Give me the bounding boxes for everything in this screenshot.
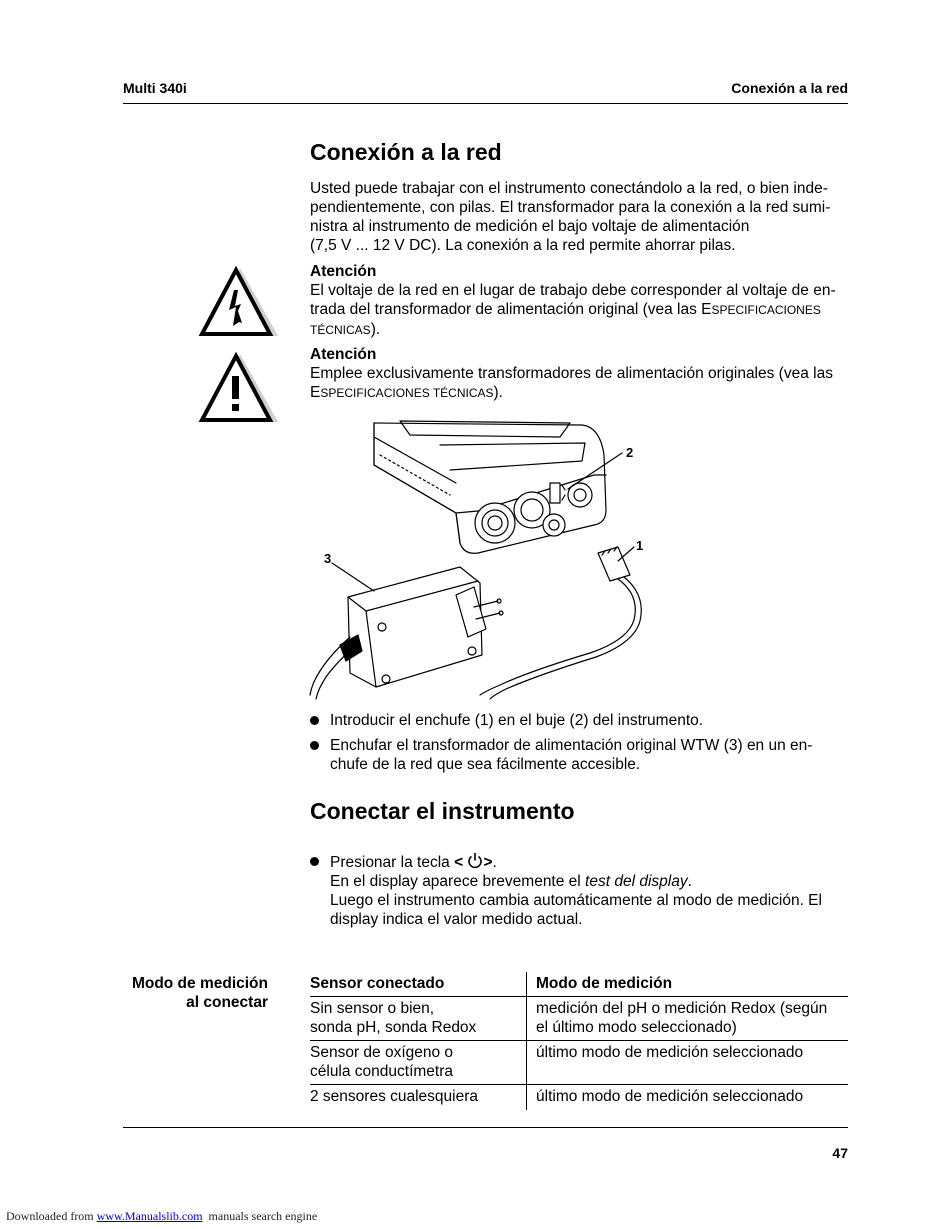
bullet-dot — [310, 857, 319, 866]
warning-title: Atención — [310, 263, 377, 280]
intro-line: (7,5 V ... 12 V DC). La conexión a la red permite ahorrar pilas. — [310, 237, 736, 254]
bullet-insert-plug: Introducir el enchufe (1) en el buje (2) del instrumento. — [330, 712, 704, 729]
table-cell: Sin sensor o bien, sonda pH, sonda Redox — [310, 1000, 477, 1036]
table-rule — [310, 1084, 848, 1085]
table-cell: último modo de medición seleccionado — [536, 1088, 804, 1105]
page-number: 47 — [832, 1145, 848, 1161]
table-rule — [310, 1040, 848, 1041]
section-title-connect: Conectar el instrumento — [310, 798, 575, 824]
figure-callout-3: 3 — [324, 551, 332, 566]
section-title-power: Conexión a la red — [310, 139, 502, 165]
footer-rule — [123, 1127, 848, 1128]
intro-paragraph — [310, 179, 850, 255]
figure-callout-1: 1 — [636, 538, 644, 553]
warning-line: TÉCNICAS). — [310, 321, 381, 338]
bullet-press-key: Presionar la tecla < >. En el display aparece brevemente el test del display. Luego el instrumento cambia automáticamente al modo de medición. El display indica el valor medido actual. — [330, 854, 822, 928]
bullet-dot — [310, 716, 319, 725]
table-header-mode: Modo de medición — [536, 975, 673, 992]
header-rule — [123, 103, 848, 104]
running-header-left: Multi 340i — [123, 80, 187, 96]
table-cell: último modo de medición seleccionado — [536, 1044, 804, 1061]
warning-line: El voltaje de la red en el lugar de trabajo debe corresponder al voltaje de en- — [310, 282, 836, 299]
intro-line: pendientemente, con pilas. El transformador para la conexión a la red sumi- — [310, 199, 831, 216]
intro-line: Usted puede trabajar con el instrumento conectándolo a la red, o bien inde- — [310, 180, 828, 197]
bullet-plug-transformer: Enchufar el transformador de alimentación original WTW (3) en un en- chufe de la red que sea fácilmente accesible. — [330, 737, 813, 773]
download-footer: Downloaded from www.Manualslib.com manuals search engine — [6, 1209, 318, 1223]
caution-icon — [198, 352, 280, 426]
table-header-sensor: Sensor conectado — [310, 975, 445, 992]
bullet-dot — [310, 741, 319, 750]
manualslib-link[interactable]: www.Manualslib.com — [96, 1209, 203, 1223]
warning-original-transformers — [310, 345, 850, 403]
power-connection-illustration — [300, 415, 660, 700]
intro-line: nistra al instrumento de medición el bajo voltaje de alimentación — [310, 218, 750, 235]
warning-voltage — [310, 262, 850, 340]
power-icon — [467, 852, 483, 869]
electrical-hazard-icon — [198, 266, 280, 340]
running-header-right: Conexión a la red — [731, 80, 848, 96]
warning-title: Atención — [310, 346, 377, 363]
table-column-divider — [526, 972, 527, 1110]
table-cell: medición del pH o medición Redox (según el último modo seleccionado) — [536, 1000, 828, 1036]
warning-line: Emplee exclusivamente transformadores de alimentación originales (vea las — [310, 365, 833, 382]
warning-line: trada del transformador de alimentación original (vea las ESPECIFICACIONES — [310, 301, 821, 318]
figure-callout-2: 2 — [626, 445, 634, 460]
table-cell: 2 sensores cualesquiera — [310, 1088, 479, 1105]
warning-line: ESPECIFICACIONES TÉCNICAS). — [310, 384, 503, 401]
table-rule — [310, 996, 848, 997]
side-label-measure-mode: Modo de medición al conectar — [131, 975, 268, 1011]
table-cell: Sensor de oxígeno o célula conductímetra — [310, 1044, 454, 1080]
